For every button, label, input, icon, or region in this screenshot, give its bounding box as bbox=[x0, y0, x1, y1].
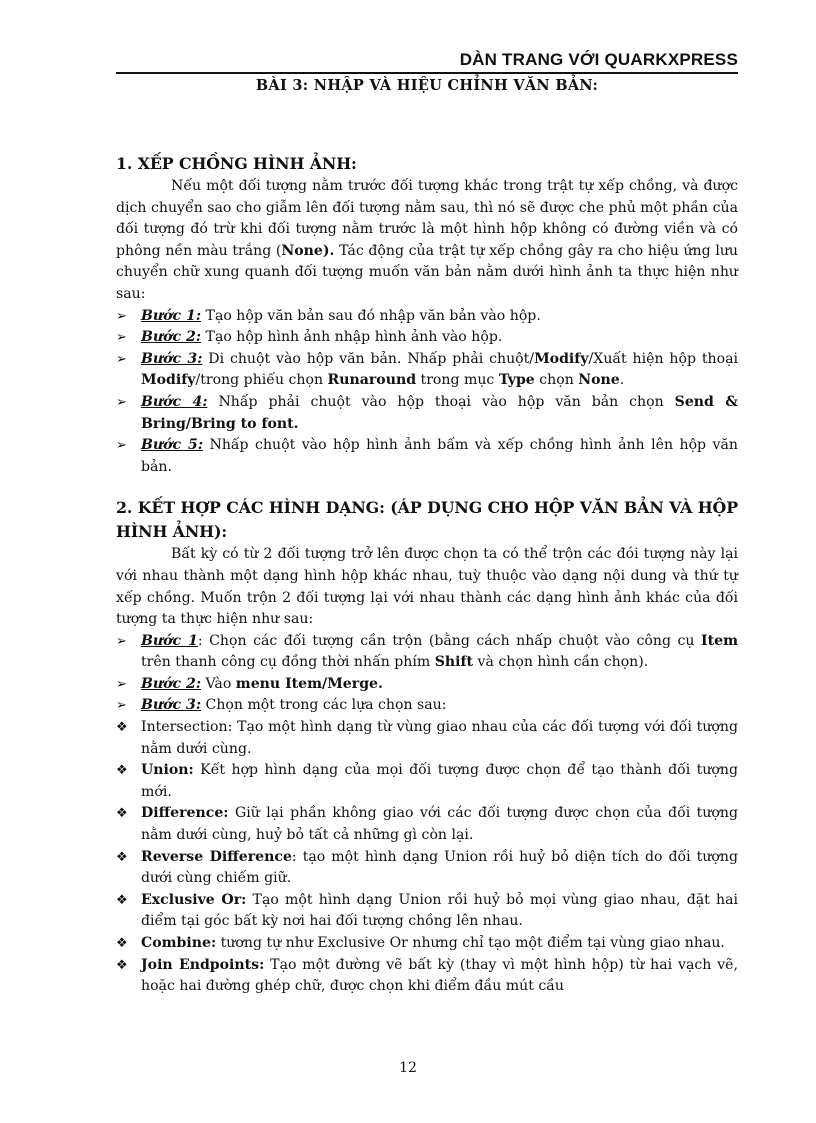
section-1-title: 1. XẾP CHỒNG HÌNH ẢNH: bbox=[116, 154, 357, 173]
text-run: chọn bbox=[534, 372, 579, 389]
step-item bbox=[116, 435, 738, 478]
section-2-intro bbox=[116, 544, 738, 630]
option-item bbox=[116, 933, 738, 955]
arrow-bullet-icon: ➢ bbox=[116, 308, 127, 324]
four-diamond-bullet-icon: ❖ bbox=[116, 936, 128, 951]
arrow-bullet-icon: ➢ bbox=[116, 633, 127, 649]
text-run: trong mục bbox=[416, 372, 499, 389]
four-diamond-bullet-icon: ❖ bbox=[116, 849, 128, 865]
step-item bbox=[116, 327, 738, 349]
four-diamond-bullet-icon: ❖ bbox=[116, 806, 128, 822]
arrow-bullet-icon: ➢ bbox=[116, 351, 127, 367]
text-run-bold: menu Item/Merge. bbox=[235, 675, 383, 692]
option-item bbox=[116, 847, 738, 890]
text-run: Vào bbox=[201, 675, 236, 692]
text-run-bold: Item bbox=[701, 632, 738, 649]
text-run: Giữ lại phần không giao với các đối tượng được chọn của đối tượng nằm dưới cùng, huỷ bỏ tất cả những gì còn lại. bbox=[141, 805, 738, 844]
arrow-bullet-icon: ➢ bbox=[116, 330, 127, 346]
text-run: Tạo một đường vẽ bất kỳ (thay vì một hình hộp) từ hai vạch vẽ, hoặc hai đường ghép chữ, được chọn khi điểm đầu mút cầu bbox=[141, 956, 738, 995]
book-title: DÀN TRANG VỚI QUARKXPRESS bbox=[459, 50, 738, 69]
arrow-bullet-icon: ➢ bbox=[116, 676, 127, 692]
text-run: tương tự như Exclusive Or nhưng chỉ tạo một điểm tại vùng giao nhau. bbox=[216, 935, 725, 951]
text-run: Intersection: Tạo một hình dạng từ vùng giao nhau của các đối tượng với đối tượng nằm dưới cùng. bbox=[141, 719, 738, 757]
step-label: Bước 3: bbox=[141, 350, 203, 367]
section-1-intro bbox=[116, 176, 738, 306]
step-label: Bước 2: bbox=[141, 329, 202, 346]
arrow-bullet-icon: ➢ bbox=[116, 438, 127, 454]
step-label: Bước 1: bbox=[141, 307, 202, 324]
arrow-bullet-icon: ➢ bbox=[116, 698, 127, 714]
arrow-bullet-icon: ➢ bbox=[116, 394, 127, 410]
text-run: Tạo một hình dạng Union rồi huỷ bỏ mọi vùng giao nhau, đặt hai điểm tại góc bất kỳ nơi hai đối tượng chồng lên nhau. bbox=[141, 891, 738, 930]
option-item bbox=[116, 803, 738, 846]
section-1-steps bbox=[116, 306, 738, 479]
option-item bbox=[116, 890, 738, 933]
text-run: Chọn một trong các lựa chọn sau: bbox=[201, 697, 447, 714]
step-label: Bước 3: bbox=[141, 697, 202, 714]
text-run: : tạo một hình dạng Union rồi huỷ bỏ diện tích do đối tượng dưới cùng chiếm giữ. bbox=[141, 848, 738, 887]
four-diamond-bullet-icon: ❖ bbox=[116, 720, 128, 736]
text-run-bold: Send & Bring/Bring to font. bbox=[141, 393, 739, 432]
step-item bbox=[116, 695, 738, 717]
text-run: . bbox=[619, 372, 625, 389]
text-run: Di chuột vào hộp văn bản. Nhấp phải chuột/ bbox=[202, 350, 535, 367]
text-run: : Chọn các đối tượng cần trộn (bằng cách nhấp chuột vào công cụ bbox=[197, 632, 702, 649]
text-run: Kết hợp hình dạng của mọi đối tượng được chọn để tạo thành đối tượng mới. bbox=[141, 762, 738, 800]
page-number: 12 bbox=[399, 1060, 417, 1076]
text-run: Tạo hộp văn bản sau đó nhập văn bản vào hộp. bbox=[201, 307, 541, 324]
step-item bbox=[116, 631, 738, 674]
option-term: Join Endpoints: bbox=[141, 956, 265, 973]
text-run-bold: Modify bbox=[534, 350, 589, 367]
option-term: Exclusive Or: bbox=[141, 891, 247, 908]
four-diamond-bullet-icon: ❖ bbox=[116, 892, 128, 908]
lesson-title: BÀI 3: NHẬP VÀ HIỆU CHỈNH VĂN BẢN: bbox=[255, 77, 599, 94]
option-item bbox=[116, 760, 738, 803]
text-run-bold: Modify bbox=[141, 372, 196, 389]
header-rule bbox=[116, 72, 738, 74]
text-run: Nhấp chuột vào hộp hình ảnh bấm và xếp chồng hình ảnh lên hộp văn bản. bbox=[141, 437, 738, 475]
step-label: Bước 1 bbox=[141, 632, 198, 649]
step-label: Bước 4: bbox=[141, 393, 208, 410]
text-run: /trong phiếu chọn bbox=[195, 372, 328, 389]
section-2-title: 2. KẾT HỢP CÁC HÌNH DẠNG: (ÁP DỤNG CHO HỘP VĂN BẢN VÀ HỘP HÌNH ẢNH): bbox=[116, 498, 738, 542]
step-item bbox=[116, 674, 738, 696]
step-item bbox=[116, 392, 738, 435]
option-term: Union: bbox=[141, 762, 194, 779]
option-item bbox=[116, 717, 738, 760]
text-run-bold: None). bbox=[281, 242, 335, 259]
four-diamond-bullet-icon: ❖ bbox=[116, 763, 128, 779]
document-body bbox=[116, 152, 738, 998]
text-run: /Xuất hiện hộp thoại bbox=[588, 350, 738, 367]
option-term: Combine: bbox=[141, 935, 217, 951]
section-2-steps bbox=[116, 631, 738, 998]
step-label: Bước 5: bbox=[141, 437, 204, 454]
text-run: trên thanh công cụ đồng thời nhấn phím bbox=[141, 654, 435, 671]
step-label: Bước 2: bbox=[141, 675, 202, 692]
text-run-bold: None bbox=[578, 372, 620, 389]
text-run: Nhấp phải chuột vào hộp thoại vào hộp văn bản chọn bbox=[207, 393, 675, 410]
text-run: Tạo hộp hình ảnh nhập hình ảnh vào hộp. bbox=[201, 329, 503, 346]
four-diamond-bullet-icon: ❖ bbox=[116, 957, 128, 973]
text-run: Nếu một đối tượng nằm trước đối tượng khác trong trật tự xếp chồng, và được dịch chuyển sao cho giẫm lên đối tượng nằm sau, thì nó sẽ được che phủ một phần của đối tượng đó trừ khi đối tượng nằm trước là một hình hộp không có đường viền và có phông nền màu trắng ( bbox=[116, 178, 738, 259]
step-item bbox=[116, 349, 738, 392]
option-term: Reverse Difference bbox=[141, 848, 292, 865]
text-run-bold: Runaround bbox=[327, 372, 417, 389]
text-run: và chọn hình cần chọn). bbox=[473, 654, 649, 671]
step-item bbox=[116, 306, 738, 328]
option-item bbox=[116, 955, 738, 998]
text-run: Tác động của trật tự xếp chồng gây ra cho hiệu ứng lưu chuyển chữ xung quanh đối tượng muốn văn bản nằm dưới hình ảnh ta thực hiện như sau: bbox=[116, 242, 738, 302]
text-run: Bất kỳ có từ 2 đối tượng trở lên được chọn ta có thể trộn các đói tượng này lại với nhau thành một dạng hình hộp khác nhau, tuỳ thuộc vào dạng nội dung và thứ tự xếp chồng. Muốn trộn 2 đối tượng lại với nhau thành các dạng hình ảnh khác của đối tượng ta thực hiện như sau: bbox=[116, 546, 738, 628]
text-run-bold: Type bbox=[498, 372, 535, 389]
option-term: Difference: bbox=[141, 805, 229, 822]
text-run-bold: Shift bbox=[434, 654, 474, 671]
